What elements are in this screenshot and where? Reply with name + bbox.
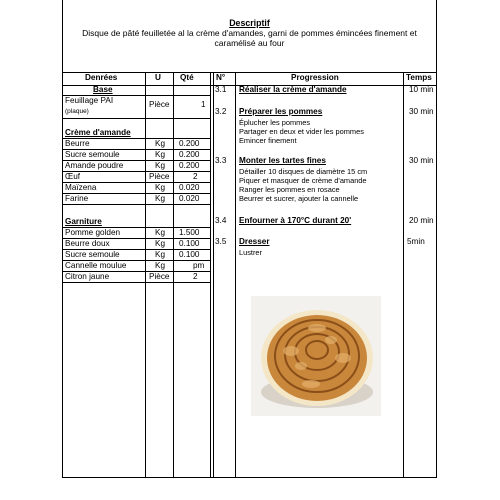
description-block — [63, 18, 436, 48]
row-divider — [63, 161, 211, 172]
header-unit: U — [155, 73, 161, 82]
row-divider — [63, 139, 211, 150]
ingredient-name: Pomme golden — [65, 228, 121, 237]
ingredient-qty: 2 — [193, 272, 198, 281]
step-time: 5min — [407, 237, 425, 246]
recipe-sheet — [62, 0, 437, 478]
row-divider — [63, 217, 211, 228]
step-number: 3.3 — [215, 156, 227, 165]
header-progression: Progression — [291, 73, 339, 82]
row-divider — [63, 228, 211, 239]
step-time: 10 min — [409, 85, 434, 94]
step-title: Enfourner à 170°C durant 20' — [239, 216, 352, 225]
step-detail: Ranger les pommes en rosace — [239, 185, 340, 194]
row-divider — [63, 194, 211, 205]
table-header — [63, 72, 436, 86]
step-detail: Piquer et masquer de crème d'amande — [239, 176, 367, 185]
col-divider — [403, 72, 404, 477]
section-creme-title: Crème d'amande — [65, 128, 131, 137]
ingredient-unit: Kg — [155, 183, 166, 192]
step-number: 3.1 — [215, 85, 227, 94]
ingredient-name: Beurre doux — [65, 239, 110, 248]
step-time: 20 min — [409, 216, 434, 225]
step-detail: Beurrer et sucrer, ajouter la cannelle — [239, 194, 359, 203]
row-divider — [63, 172, 211, 183]
ingredient-name: Sucre semoule — [65, 150, 120, 159]
ingredient-name: Citron jaune — [65, 272, 110, 281]
ingredient-name: Beurre — [65, 139, 90, 148]
step-title: Préparer les pommes — [239, 107, 323, 116]
row-divider — [63, 250, 211, 261]
ingredient-qty: 0.200 — [179, 161, 200, 170]
ingredient-qty: 0.020 — [179, 183, 200, 192]
ingredient-name: Maïzena — [65, 183, 97, 192]
header-number: N° — [216, 73, 226, 82]
ingredient-unit: Kg — [155, 139, 166, 148]
base-item-sub: (plaque) — [65, 108, 89, 115]
step-number: 3.4 — [215, 216, 227, 225]
base-item-name: Feuillage PAI — [65, 96, 114, 105]
ingredient-unit: Kg — [155, 194, 166, 203]
col-divider — [235, 72, 236, 477]
row-divider — [63, 128, 211, 139]
ingredient-qty: 0.200 — [179, 150, 200, 159]
step-time: 30 min — [409, 107, 434, 116]
ingredient-qty: 0.200 — [179, 139, 200, 148]
ingredient-name: Œuf — [65, 172, 81, 181]
section-base-title: Base — [93, 85, 113, 94]
step-detail: Éplucher les pommes — [239, 118, 311, 127]
ingredient-qty: 0.020 — [179, 194, 200, 203]
step-time: 30 min — [409, 156, 434, 165]
row-divider — [63, 183, 211, 194]
col-divider — [213, 72, 214, 477]
row-divider — [63, 272, 211, 283]
step-title: Réaliser la crème d'amande — [239, 85, 347, 94]
row-divider — [63, 239, 211, 250]
ingredient-unit: Kg — [155, 161, 166, 170]
section-garniture-title: Garniture — [65, 217, 102, 226]
ingredient-unit: Kg — [155, 239, 166, 248]
header-qty: Qté — [180, 73, 194, 82]
row-divider — [63, 85, 211, 96]
step-detail: Détailler 10 disques de diamètre 15 cm — [239, 167, 368, 176]
row-divider — [63, 150, 211, 161]
ingredient-unit: Kg — [155, 228, 166, 237]
base-item-qty: 1 — [201, 100, 206, 109]
ingredient-unit: Pièce — [149, 172, 170, 181]
tart-photo — [251, 296, 381, 416]
description-title: Descriptif — [229, 18, 270, 28]
step-detail: Lustrer — [239, 248, 263, 257]
step-title: Dresser — [239, 237, 270, 246]
ingredient-unit: Kg — [155, 261, 166, 270]
ingredient-unit: Kg — [155, 250, 166, 259]
step-detail: Partager en deux et vider les pommes — [239, 127, 364, 136]
ingredient-qty: 0.100 — [179, 239, 200, 248]
ingredient-name: Sucre semoule — [65, 250, 120, 259]
ingredient-qty: pm — [193, 261, 205, 270]
step-detail: Emincer finement — [239, 136, 297, 145]
ingredient-qty: 2 — [193, 172, 198, 181]
ingredient-qty: 0.100 — [179, 250, 200, 259]
ingredient-name: Amande poudre — [65, 161, 124, 170]
description-line-2: caramélisé au four — [214, 38, 285, 48]
step-title: Monter les tartes fines — [239, 156, 326, 165]
row-divider — [63, 107, 211, 119]
header-time: Temps — [406, 73, 432, 82]
ingredient-name: Farine — [65, 194, 89, 203]
row-divider — [63, 261, 211, 272]
header-denrees: Denrées — [85, 73, 118, 82]
ingredient-name: Cannelle moulue — [65, 261, 127, 270]
ingredient-unit: Kg — [155, 150, 166, 159]
ingredient-unit: Pièce — [149, 272, 170, 281]
step-number: 3.5 — [215, 237, 227, 246]
base-item-unit: Pièce — [149, 100, 170, 109]
ingredient-qty: 1.500 — [179, 228, 200, 237]
description-line-1: Disque de pâté feuilletée al la crème d'amandes, garni de pommes émincées finement et — [82, 28, 417, 38]
step-number: 3.2 — [215, 107, 227, 116]
